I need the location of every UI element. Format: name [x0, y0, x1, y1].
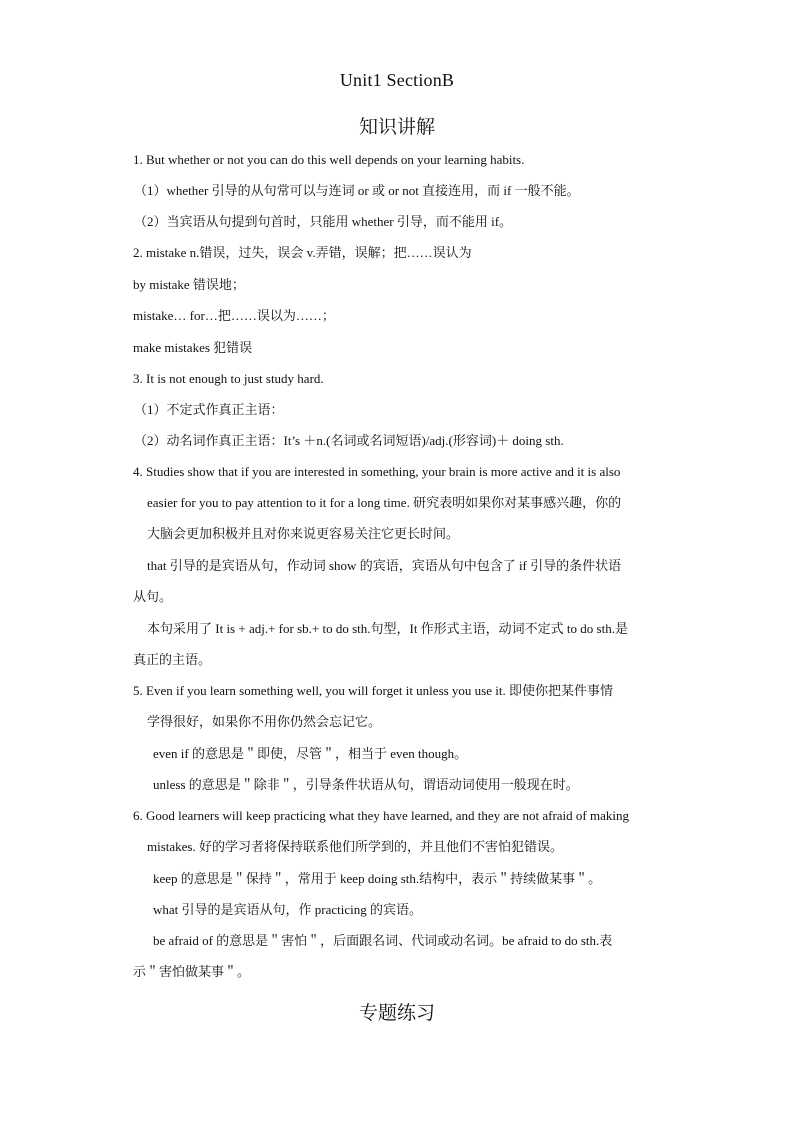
text-line: by mistake 错误地； [133, 277, 245, 292]
section-heading-practice: 专题练习 [358, 1002, 435, 1024]
text-line: 3. It is not enough to just study hard. [133, 371, 324, 386]
text-line: （1）whether 引导的从句常可以与连词 or 或 or not 直接连用，而 if 一般不能。 [134, 183, 580, 198]
text-line: （2）当宾语从句提到句首时，只能用 whether 引导，而不能用 if。 [134, 214, 513, 229]
text-line: 本句采用了 It is + adj.+ for sb.+ to do sth.句型，It 作形式主语，动词不定式 to do sth.是 [147, 621, 628, 636]
text-line: make mistakes 犯错误 [133, 340, 253, 355]
text-line: 示＂害怕做某事＂。 [133, 964, 251, 979]
text-line: 6. Good learners will keep practicing what they have learned, and they are not afraid of making [133, 808, 629, 823]
text-line: mistake… for…把……误以为……； [133, 308, 335, 323]
section-heading-knowledge: 知识讲解 [358, 116, 435, 138]
text-line: easier for you to pay attention to it for a long time. 研究表明如果你对某事感兴趣，你的 [147, 495, 622, 510]
text-line: 学得很好，如果你不用你仍然会忘记它。 [147, 714, 382, 729]
text-line: that 引导的是宾语从句，作动词 show 的宾语，宾语从句中包含了 if 引导的条件状语 [147, 558, 622, 573]
text-line: 2. mistake n.错误，过失，误会 v.弄错，误解；把……误认为 [133, 245, 472, 260]
text-line: what 引导的是宾语从句，作 practicing 的宾语。 [153, 902, 422, 917]
text-line: mistakes. 好的学习者将保持联系他们所学到的，并且他们不害怕犯错误。 [147, 839, 563, 854]
text-line: （1）不定式作真正主语： [134, 402, 284, 417]
document-title: Unit1 SectionB [339, 70, 455, 90]
text-line: 5. Even if you learn something well, you will forget it unless you use it. 即使你把某件事情 [133, 683, 613, 698]
text-line: be afraid of 的意思是＂害怕＂，后面跟名词、代词或动名词。be afraid to do sth.表 [153, 933, 613, 948]
text-line: 真正的主语。 [133, 652, 212, 667]
text-line: keep 的意思是＂保持＂，常用于 keep doing sth.结构中，表示＂持续做某事＂。 [153, 871, 602, 886]
text-line: 1. But whether or not you can do this well depends on your learning habits. [133, 152, 525, 167]
text-line: 从句。 [133, 589, 173, 604]
text-line: 大脑会更加积极并且对你来说更容易关注它更长时间。 [147, 526, 460, 541]
text-line: even if 的意思是＂即使，尽管＂，相当于 even though。 [153, 746, 468, 761]
text-line: （2）动名词作真正主语：It’s ＋n.(名词或名词短语)/adj.(形容词)＋ doing sth. [134, 433, 564, 448]
text-line: unless 的意思是＂除非＂，引导条件状语从句，谓语动词使用一般现在时。 [153, 777, 579, 792]
text-line: 4. Studies show that if you are interested in something, your brain is more active and it is also [133, 464, 621, 479]
